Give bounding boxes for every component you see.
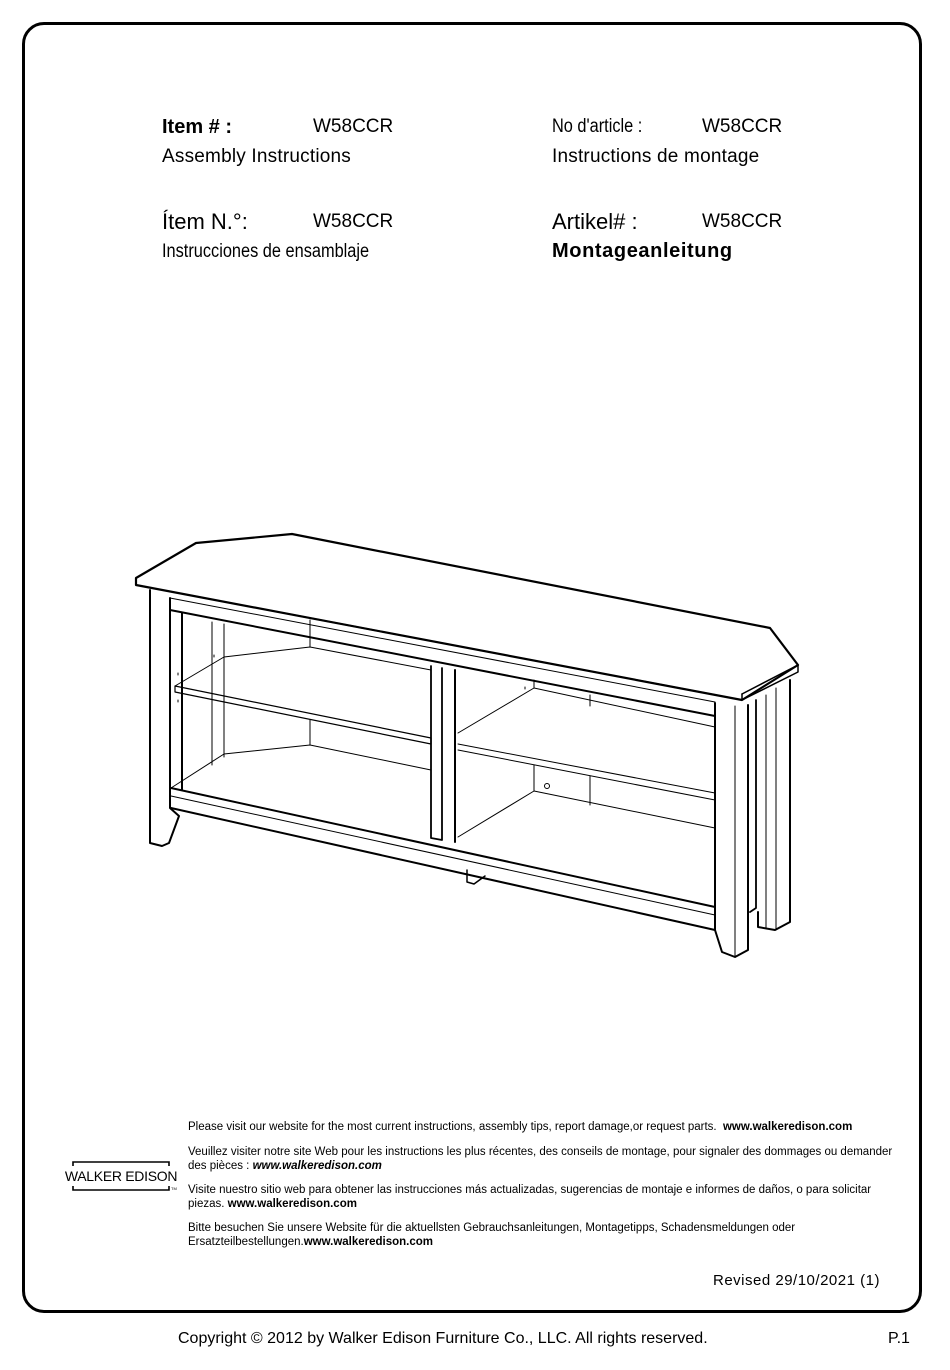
item-code-fr: W58CCR (702, 116, 783, 137)
subtitle-de: Montageanleitung (552, 240, 733, 262)
website-link-de[interactable]: www.walkeredison.com (303, 1236, 434, 1248)
website-link-fr[interactable]: www.walkeredison.com (252, 1160, 382, 1172)
logo-text: WALKER EDISON (64, 1168, 178, 1184)
notice-fr-text: Veuillez visiter notre site Web pour les instructions les plus récentes, des conseils de montage, pour signaler des dommages ou demander des pièces : (188, 1146, 893, 1172)
subtitle-fr: Instructions de montage (552, 146, 760, 167)
notice-de-text: Bitte besuchen Sie unsere Website für die aktuellsten Gebrauchsanleitungen, Montagetipps, Schadensmeldungen oder Ersatzteilbestellungen. (188, 1222, 796, 1248)
page-number: P.1 (888, 1330, 910, 1347)
copyright: Copyright © 2012 by Walker Edison Furniture Co., LLC. All rights reserved. (178, 1330, 708, 1347)
subtitle-es (162, 241, 403, 263)
item-code-es: W58CCR (313, 211, 394, 232)
walker-edison-logo (63, 1160, 179, 1192)
item-code-de: W58CCR (702, 211, 783, 232)
subtitle-es-text: Instrucciones de ensamblaje (162, 241, 370, 262)
subtitle-en: Assembly Instructions (162, 146, 351, 167)
notice-en-text: Please visit our website for the most current instructions, assembly tips, report damage,or request parts. (188, 1121, 717, 1133)
item-code-en: W58CCR (313, 116, 394, 137)
notice-de (188, 1221, 900, 1249)
notice-fr (188, 1145, 900, 1173)
tv-stand-illustration (130, 525, 810, 965)
item-label-es: Ítem N.°: (162, 209, 248, 234)
item-label-fr-text: No d'article : (552, 116, 643, 137)
logo-tm: TM (171, 1186, 177, 1191)
notice-es (188, 1183, 900, 1211)
website-link-en[interactable]: www.walkeredison.com (722, 1121, 853, 1133)
notice-es-text: Visite nuestro sitio web para obtener las instrucciones más actualizadas, sugerencias de montaje e informes de daños, o para solicitar piezas. (188, 1184, 872, 1210)
item-label-de: Artikel# : (552, 209, 638, 234)
item-label-en: Item # : (162, 116, 233, 138)
notice-en (188, 1120, 900, 1134)
item-label-fr (552, 116, 657, 138)
website-link-es[interactable]: www.walkeredison.com (227, 1198, 357, 1210)
revision-date: Revised 29/10/2021 (1) (713, 1272, 880, 1289)
